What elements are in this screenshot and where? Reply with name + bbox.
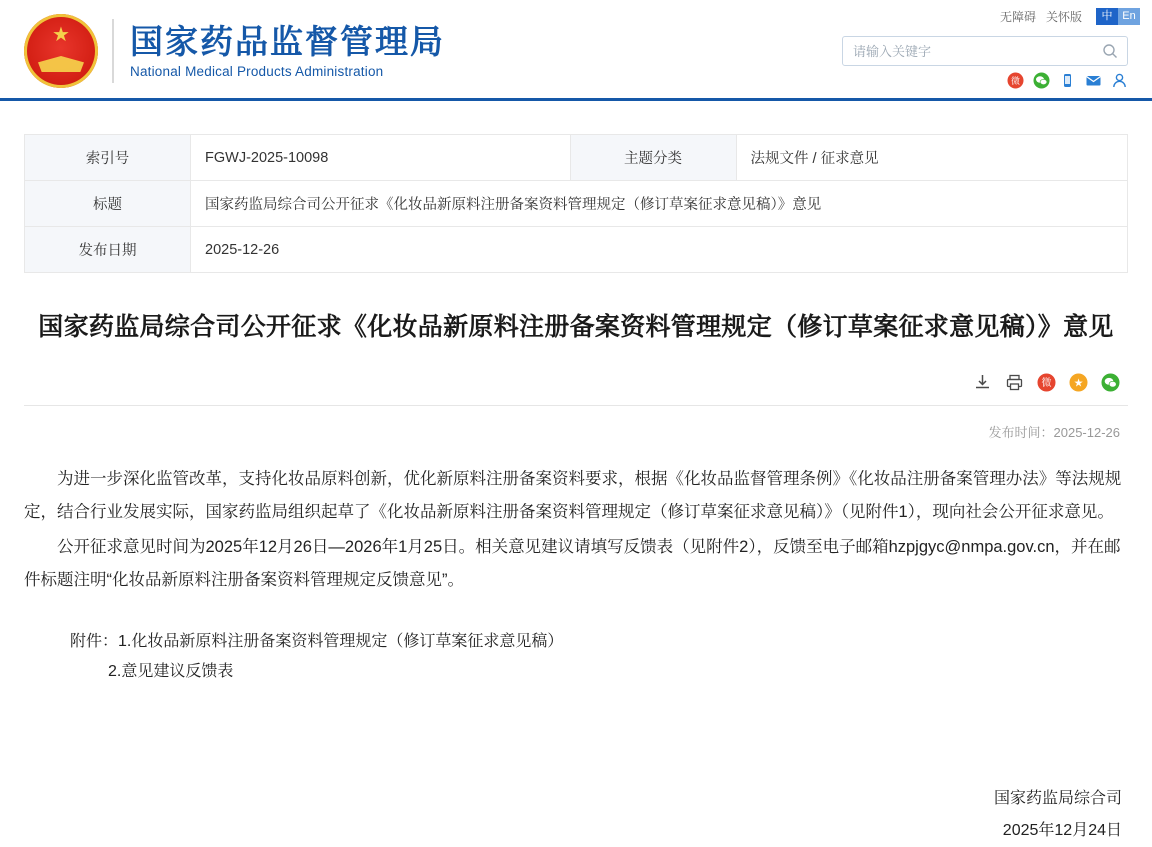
site-header (0, 0, 1152, 101)
signature-block (24, 783, 1128, 847)
site-brand[interactable] (24, 14, 445, 88)
table-row (25, 135, 1128, 181)
language-en-option[interactable]: En (1118, 8, 1140, 25)
publish-time-label: 发布时间： (988, 424, 1054, 440)
accessibility-link[interactable]: 无障碍 (999, 10, 1036, 24)
table-row (25, 181, 1128, 227)
article-paragraph: 为进一步深化监管改革，支持化妆品原料创新，优化新原料注册备案资料要求，根据《化妆品监督管理条例》《化妆品注册备案管理办法》等法规规定，结合行业发展实际，国家药监局组织起草了《化妆品新原料注册备案资料管理规定（修订草案征求意见稿）》（见附件1），现向社会公开征求意见。 (24, 469, 1122, 521)
article-paragraph: 公开征求意见时间为2025年12月26日—2026年1月25日。相关意见建议请填写反馈表（见附件2），反馈至电子邮箱hzpjgyc@nmpa.gov.cn，并在邮件标题注明“化妆品新原料注册备案资料管理规定反馈意见”。 (24, 537, 1121, 589)
article-toolbar (24, 373, 1128, 406)
attachments (24, 627, 1128, 688)
wechat-share-icon[interactable] (1100, 373, 1120, 393)
wechat-icon[interactable] (1033, 72, 1050, 89)
signature-date: 2025年12月24日 (1002, 822, 1122, 840)
mail-icon[interactable] (1085, 72, 1102, 89)
brand-text (130, 23, 445, 80)
care-version-link[interactable]: 关怀版 (1045, 10, 1082, 24)
meta-value-title: 国家药监局综合司公开征求《化妆品新原料注册备案资料管理规定（修订草案征求意见稿）》意见 (191, 181, 1128, 227)
search-button[interactable] (1093, 37, 1127, 65)
download-icon[interactable] (972, 373, 992, 393)
user-icon[interactable] (1111, 72, 1128, 89)
page-title: 国家药监局综合司公开征求《化妆品新原料注册备案资料管理规定（修订草案征求意见稿）》意见 (38, 313, 1114, 341)
article (24, 309, 1128, 847)
article-body (24, 463, 1128, 597)
table-row (25, 227, 1128, 273)
attachment-item-2[interactable]: 2.意见建议反馈表 (108, 662, 234, 680)
meta-label-date: 发布日期 (25, 227, 191, 273)
meta-value-date: 2025-12-26 (191, 227, 1128, 273)
mobile-icon[interactable] (1059, 72, 1076, 89)
top-utility-bar (1000, 8, 1140, 25)
favorite-share-icon[interactable] (1068, 373, 1088, 393)
weibo-share-icon[interactable] (1036, 373, 1056, 393)
brand-name-cn: 国家药品监督管理局 (130, 22, 445, 60)
search-input[interactable] (843, 44, 1093, 59)
svg-text:★: ★ (1073, 376, 1083, 390)
social-links (1007, 72, 1128, 89)
print-icon[interactable] (1004, 373, 1024, 393)
language-cn-option[interactable]: 中 (1096, 8, 1118, 25)
search-icon (1102, 43, 1118, 59)
signature-org: 国家药监局综合司 (993, 790, 1122, 808)
meta-value-index: FGWJ-2025-10098 (191, 135, 571, 181)
svg-text:微: 微 (1010, 77, 1021, 87)
meta-label-title: 标题 (25, 181, 191, 227)
publish-time (24, 406, 1128, 441)
meta-value-category: 法规文件 / 征求意见 (736, 135, 1127, 181)
language-switch[interactable] (1096, 8, 1140, 25)
document-meta-table (24, 134, 1128, 273)
weibo-icon[interactable] (1007, 72, 1024, 89)
national-emblem-icon (24, 14, 98, 88)
brand-name-en: National Medical Products Administration (130, 64, 384, 80)
attachment-item-1[interactable]: 附件：1.化妆品新原料注册备案资料管理规定（修订草案征求意见稿） (70, 632, 564, 650)
meta-label-index: 索引号 (25, 135, 191, 181)
svg-text:微: 微 (1041, 378, 1051, 389)
meta-label-category: 主题分类 (570, 135, 736, 181)
brand-divider (112, 19, 114, 83)
publish-time-value: 2025-12-26 (1053, 424, 1120, 440)
search-box[interactable] (842, 36, 1128, 66)
